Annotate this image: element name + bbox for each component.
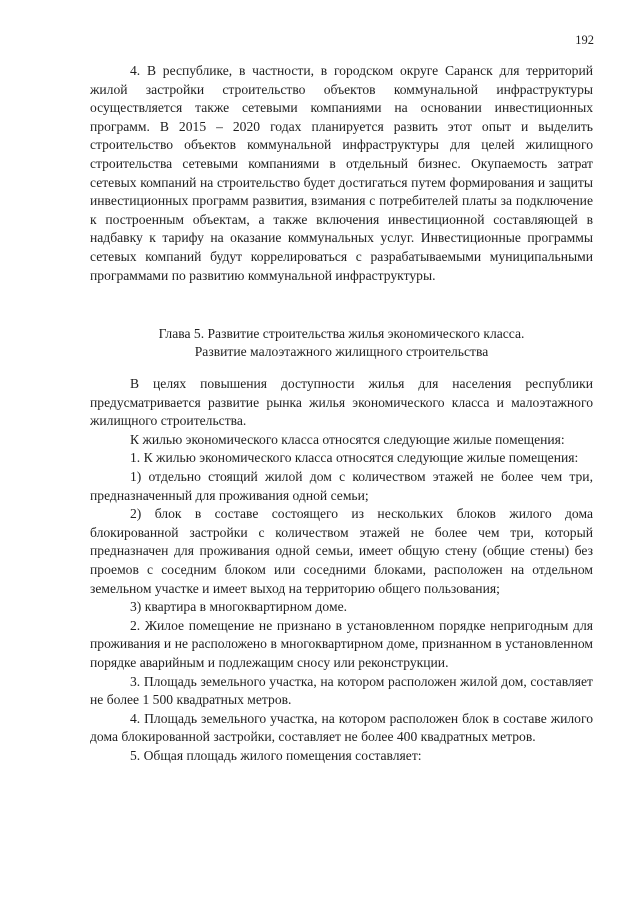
page-number: 192 [575, 33, 594, 47]
chapter-title-line-2: Развитие малоэтажного жилищного строительства [194, 344, 489, 359]
paragraph: 1. К жилью экономического класса относятся следующие жилые помещения: [130, 450, 579, 466]
paragraph: 2. Жилое помещение не признано в установленном порядке непригодным для проживания и не расположено в многоквартирном доме, признанном в установленном порядке аварийным и подлежащим сносу или реконструкции. [90, 617, 593, 670]
intro-section [90, 62, 593, 285]
paragraph: 1) отдельно стоящий жилой дом с количеством этажей не более чем три, предназначенный для проживания одной семьи; [90, 468, 593, 503]
paragraph: 3. Площадь земельного участка, на котором расположен жилой дом, составляет не более 1 500 квадратных метров. [90, 673, 593, 708]
paragraph: В целях повышения доступности жилья для населения республики предусматривается развитие рынка жилья экономического класса и малоэтажного жилищного строительства. [90, 376, 593, 429]
paragraph-investment-programs: 4. В республике, в частности, в городском округе Саранск для территорий жилой застройки строительство объектов коммунальной инфраструктуры осуществляется также сетевыми компаниями на основании инвестиционных программ. В 2015 – 2020 годах планируется развить этот опыт и выделить строительство объектов коммунальной инфраструктуры для целей жилищного строительства сетевыми компаниями в отдельный бизнес. Окупаемость затрат сетевых компаний на строительство будет достигаться путем формирования и защиты инвестиционных программ развития, взимания с потребителей платы за подключение к построенным объектам, а также включения инвестиционной составляющей в надбавку к тарифу на оказание коммунальных услуг. Инвестиционные программы сетевых компаний будут коррелироваться с разрабатываемыми муниципальными программами по развитию коммунальной инфраструктуры. [90, 63, 593, 283]
paragraph: 4. Площадь земельного участка, на котором расположен блок в составе жилого дома блокированной застройки, составляет не более 400 квадратных метров. [90, 710, 593, 745]
chapter-body [90, 375, 593, 765]
chapter-heading [90, 325, 593, 361]
paragraph: 2) блок в составе состоящего из нескольких блоков жилого дома блокированной застройки с количеством этажей не более чем три, который предназначен для проживания одной семьи, имеет общую стену (общие стены) без проемов с соседним блоком или соседними блоками, расположен на отдельном земельном участке и имеет выход на территорию общего пользования; [90, 506, 593, 596]
paragraph: 3) квартира в многоквартирном доме. [130, 599, 347, 615]
paragraph: 5. Общая площадь жилого помещения составляет: [130, 747, 422, 763]
paragraph: К жилью экономического класса относятся следующие жилые помещения: [130, 431, 565, 447]
chapter-title-line-1: Глава 5. Развитие строительства жилья экономического класса. [158, 326, 525, 341]
